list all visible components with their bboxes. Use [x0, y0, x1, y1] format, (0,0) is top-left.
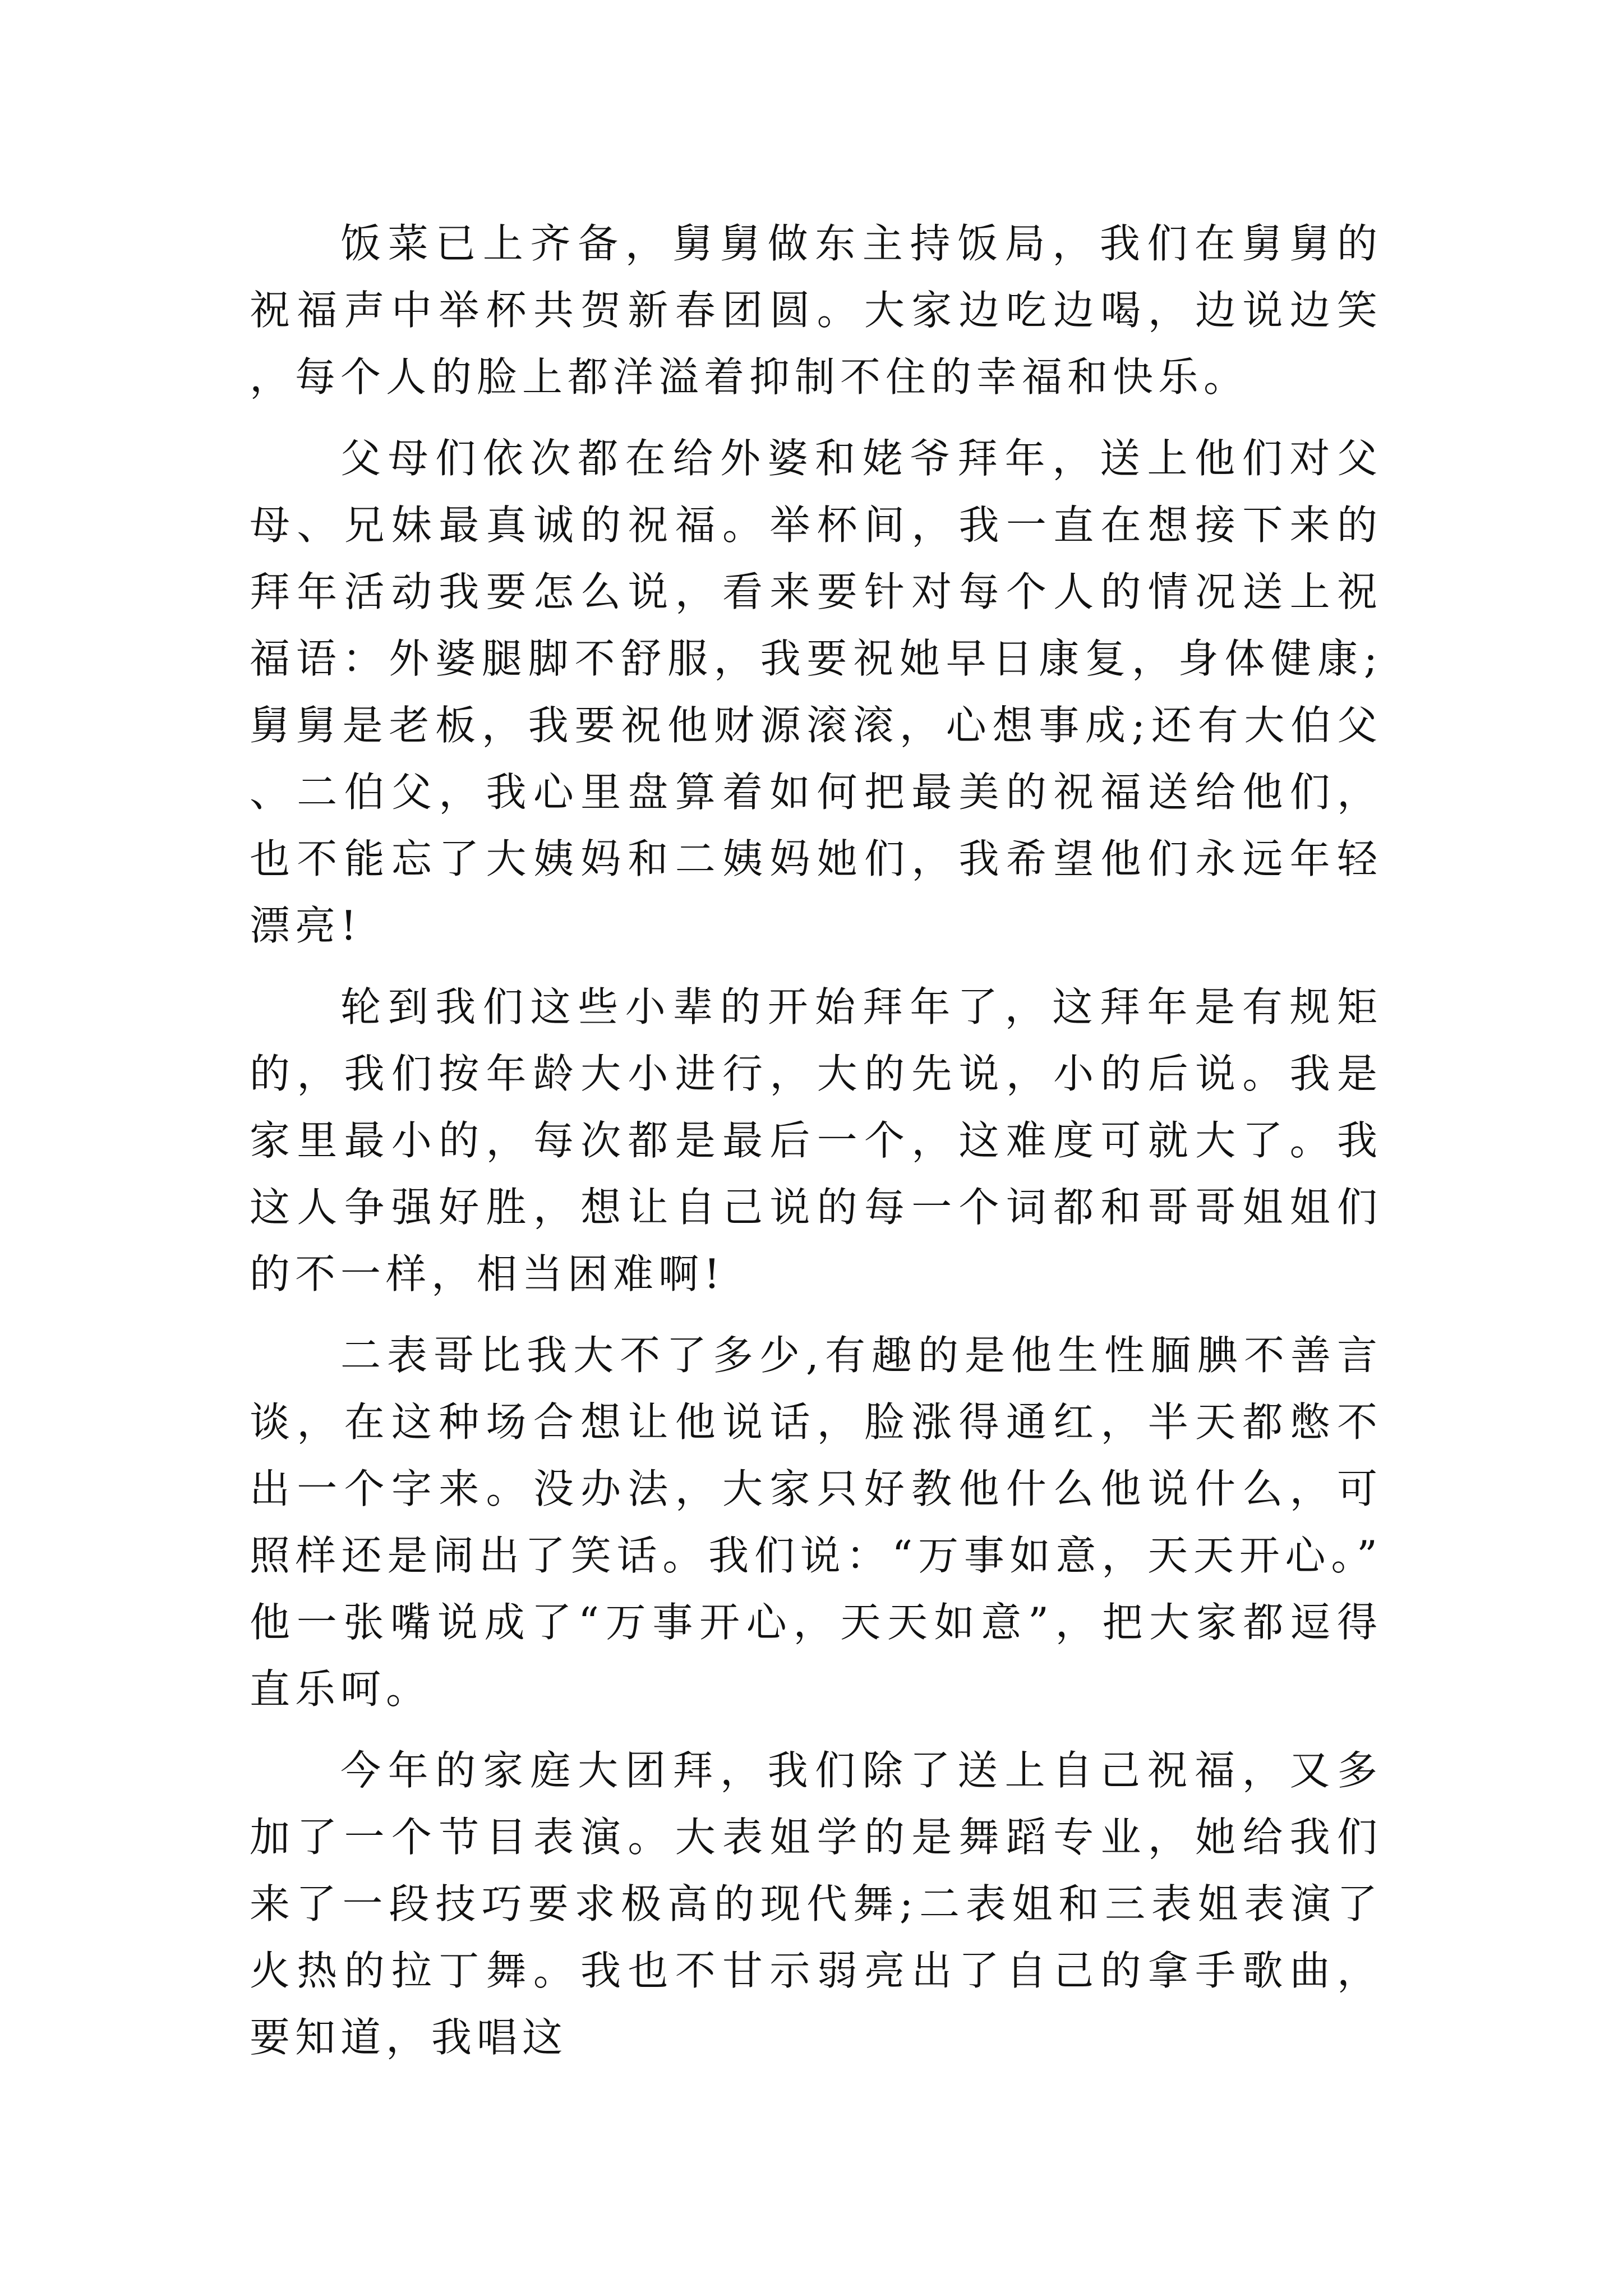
paragraph-3: 轮到我们这些小辈的开始拜年了，这拜年是有规矩的，我们按年龄大小进行，大的先说，小的后说。我是家里最小的，每次都是最后一个，这难度可就大了。我这人争强好胜，想让自己说的每一个词都和哥哥姐姐们的不一样，相当困难啊! [250, 983, 1382, 1297]
paragraph-1: 饭菜已上齐备，舅舅做东主持饭局，我们在舅舅的祝福声中举杯共贺新春团圆。大家边吃边喝，边说边笑，每个人的脸上都洋溢着抑制不住的幸福和快乐。 [250, 220, 1382, 401]
paragraph-4: 二表哥比我大不了多少,有趣的是他生性腼腆不善言谈，在这种场合想让他说话，脸涨得通红，半天都憋不出一个字来。没办法，大家只好教他什么他说什么，可照样还是闹出了笑话。我们说：“万事如意，天天开心。”他一张嘴说成了“万事开心，天天如意”，把大家都逗得直乐呵。 [250, 1332, 1382, 1713]
paragraph-2: 父母们依次都在给外婆和姥爷拜年，送上他们对父母、兄妹最真诚的祝福。举杯间，我一直在想接下来的拜年活动我要怎么说，看来要针对每个人的情况送上祝福语：外婆腿脚不舒服，我要祝她早日康复，身体健康;舅舅是老板，我要祝他财源滚滚，心想事成;还有大伯父、二伯父，我心里盘算着如何把最美的祝福送给他们，也不能忘了大姨妈和二姨妈她们，我希望他们永远年轻漂亮! [250, 435, 1382, 949]
paragraph-5: 今年的家庭大团拜，我们除了送上自己祝福，又多加了一个节目表演。大表姐学的是舞蹈专业，她给我们来了一段技巧要求极高的现代舞;二表姐和三表姐表演了火热的拉丁舞。我也不甘示弱亮出了自己的拿手歌曲，要知道，我唱这 [250, 1747, 1382, 2061]
document-body [250, 210, 1382, 2086]
